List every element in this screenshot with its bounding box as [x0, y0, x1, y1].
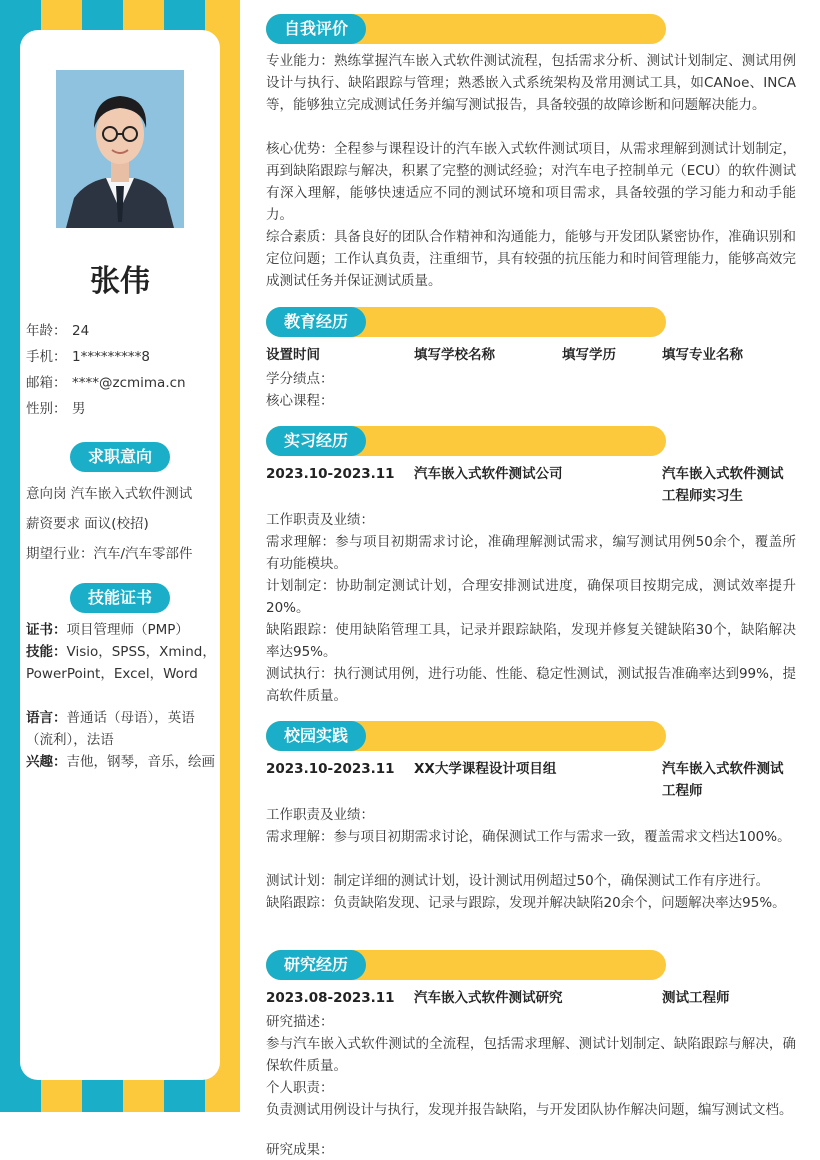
list-item: 测试执行：执行测试用例，进行功能、性能、稳定性测试，测试报告准确率达到99%，提高软件质量。 [266, 666, 796, 704]
education-heading: 教育经历 [266, 307, 666, 337]
intent-position: 意向岗 汽车嵌入式软件测试 [26, 486, 193, 502]
list-item: 计划制定：协助制定测试计划，合理安排测试进度，确保项目按期完成，测试效率提升20%。 [266, 578, 796, 616]
info-gender: 性别： 男 [26, 401, 86, 417]
research-desc: 参与汽车嵌入式软件测试的全流程，包括需求理解、测试计划制定、缺陷跟踪与解决，确保软件质量。 [266, 1036, 796, 1074]
list-item: 缺陷跟踪：使用缺陷管理工具，记录并跟踪缺陷，发现并修复关键缺陷30个，缺陷解决率达95%。 [266, 622, 796, 660]
campus-time: 2023.10-2023.11 [266, 761, 395, 777]
education-gpa: 学分绩点： [266, 371, 334, 387]
skills-hobbies: 兴趣：吉他，钢琴，音乐，绘画 [26, 754, 215, 770]
sidebar [0, 0, 240, 1112]
research-desc-label: 研究描述： [266, 1014, 334, 1030]
education-degree: 填写学历 [562, 347, 616, 363]
campus-role: 汽车嵌入式软件测试工程师 [662, 761, 784, 799]
education-major: 填写专业名称 [662, 347, 743, 363]
research-result-label: 研究成果： [266, 1142, 334, 1158]
education-time: 设置时间 [266, 347, 320, 363]
research-project: 汽车嵌入式软件测试研究 [414, 990, 563, 1006]
research-role: 测试工程师 [662, 990, 730, 1006]
self-eval-strengths: 核心优势：全程参与课程设计的汽车嵌入式软件测试项目，从需求理解到测试计划制定，再到缺陷跟踪与解决，积累了完整的测试经验；对汽车电子控制单元（ECU）的软件测试有深入理解，能够快速适应不同的测试环境和项目需求，具备较强的学习能力和动手能力。 [266, 141, 796, 223]
skills-tools: 技能：Visio，SPSS，Xmind，PowerPoint，Excel，Word [26, 644, 216, 682]
intent-salary: 薪资要求 面议(校招) [26, 516, 149, 532]
skills-cert: 证书：项目管理师（PMP） [26, 622, 189, 638]
list-item: 需求理解：参与项目初期需求讨论，确保测试工作与需求一致，覆盖需求文档达100%。 [266, 829, 791, 845]
internship-role: 汽车嵌入式软件测试工程师实习生 [662, 466, 784, 504]
research-duty: 负责测试用例设计与执行，发现并报告缺陷，与开发团队协作解决问题，编写测试文档。 [266, 1102, 793, 1118]
internship-company: 汽车嵌入式软件测试公司 [414, 466, 563, 482]
research-heading: 研究经历 [266, 950, 666, 980]
internship-row [266, 463, 796, 507]
education-school: 填写学校名称 [414, 347, 495, 363]
research-time: 2023.08-2023.11 [266, 990, 395, 1006]
profile-photo [56, 70, 184, 228]
info-email: 邮箱： ****@zcmima.cn [26, 375, 186, 391]
internship-time: 2023.10-2023.11 [266, 466, 395, 482]
self-eval-heading: 自我评价 [266, 14, 666, 44]
candidate-name: 张伟 [90, 264, 150, 299]
skills-heading: 技能证书 [70, 583, 170, 613]
self-eval-professional: 专业能力：熟练掌握汽车嵌入式软件测试流程，包括需求分析、测试计划制定、测试用例设计与执行、缺陷跟踪与管理；熟悉嵌入式系统架构及常用测试工具，如CANoe、INCA等，能够独立完成测试任务并编写测试报告，具备较强的故障诊断和问题解决能力。 [266, 53, 796, 113]
internship-heading: 实习经历 [266, 426, 666, 456]
skills-languages: 语言：普通话（母语），英语（流利），法语 [26, 710, 195, 748]
profile-card [20, 30, 220, 1080]
campus-label: 工作职责及业绩： [266, 807, 374, 823]
campus-org: XX大学课程设计项目组 [414, 761, 557, 777]
self-eval-qualities: 综合素质：具备良好的团队合作精神和沟通能力，能够与开发团队紧密协作，准确识别和定位问题；工作认真负责，注重细节，具有较强的抗压能力和时间管理能力，能够高效完成测试任务并保证测试质量。 [266, 229, 796, 289]
education-courses: 核心课程： [266, 393, 334, 409]
intent-heading: 求职意向 [70, 442, 170, 472]
info-phone: 手机： 1*********8 [26, 349, 150, 365]
list-item: 需求理解：参与项目初期需求讨论，准确理解测试需求，编写测试用例50余个，覆盖所有功能模块。 [266, 534, 796, 572]
campus-heading: 校园实践 [266, 721, 666, 751]
internship-label: 工作职责及业绩： [266, 512, 374, 528]
list-item: 缺陷跟踪：负责缺陷发现、记录与跟踪，发现并解决缺陷20余个，问题解决率达95%。 [266, 895, 786, 911]
list-item: 测试计划：制定详细的测试计划，设计测试用例超过50个，确保测试工作有序进行。 [266, 873, 770, 889]
research-duty-label: 个人职责： [266, 1080, 334, 1096]
intent-industry: 期望行业：汽车/汽车零部件 [26, 546, 193, 562]
campus-row [266, 758, 796, 802]
info-age: 年龄： 24 [26, 323, 90, 339]
